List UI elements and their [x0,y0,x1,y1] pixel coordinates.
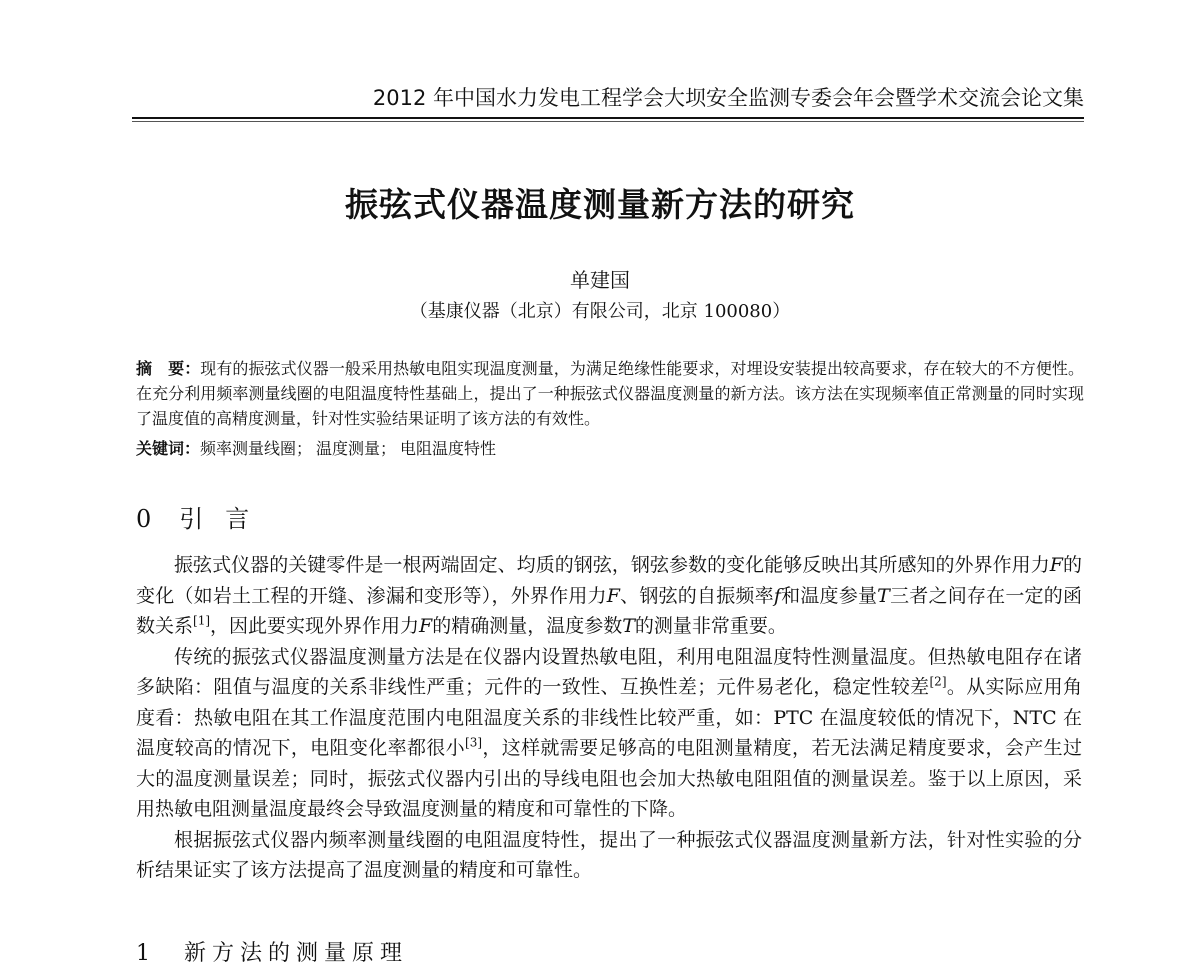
running-header-text: 2012 年中国水力发电工程学会大坝安全监测专委会年会暨学术交流会论文集 [372,86,1084,110]
text-run: 传统的振弦式仪器温度测量方法是在仪器内设置热敏电阻，利用电阻温度特性测量温度。但热敏电阻存在诸多缺陷：阻值与温度的关系非线性严重；元件的一致性、互换性差；元件易老化，稳定性较差 [136,645,1082,698]
paragraph-1 [136,550,1082,642]
text-run: 的测量非常重要。 [634,615,787,637]
abstract-text: 现有的振弦式仪器一般采用热敏电阻实现温度测量，为满足绝缘性能要求，对埋设安装提出较高要求，存在较大的不方便性。在充分利用频率测量线圈的电阻温度特性基础上，提出了一种振弦式仪器温度测量的新方法。该方法在实现频率值正常测量的同时实现了温度值的高精度测量，针对性实验结果证明了该方法的有效性。 [136,359,1084,428]
running-header [132,82,1084,114]
citation-ref: [1] [193,613,211,628]
variable: T [622,615,635,637]
header-rule-thin [132,121,1084,122]
keyword-item: 电阻温度特性 [400,439,497,458]
author-name: 单建国 [570,268,630,292]
variable: F [606,584,620,607]
variable: T [877,584,890,607]
keywords-label: 关键词： [136,439,201,458]
text-run: 振弦式仪器的关键零件是一根两端固定、均质的钢弦，钢弦参数的变化能够反映出其所感知的外界作用力 [174,554,1050,576]
variable: F [419,615,433,637]
citation-ref: [3] [465,735,483,750]
keyword-item: 温度测量； [316,439,397,458]
section-1-heading: 1 新方法的测量原理 [136,941,408,966]
variable: F [1049,554,1063,576]
keyword-item: 频率测量线圈； [200,439,313,458]
section-0-heading [136,500,271,538]
text-run: 的变化（如岩土工程的开缝、渗漏和变形等），外界作用力 [136,554,1082,607]
section-number: 0 [136,505,152,533]
abstract [136,356,1084,431]
section-0-body [136,550,1082,886]
paragraph-2 [136,642,1082,825]
paper-title: 振弦式仪器温度测量新方法的研究 [345,185,855,224]
header-rule-thick [132,117,1084,119]
paragraph-3: 根据振弦式仪器内频率测量线圈的电阻温度特性，提出了一种振弦式仪器温度测量新方法，针对性实验的分析结果证实了该方法提高了温度测量的精度和可靠性。 [136,828,1082,881]
keywords [136,436,1084,461]
text-run: 的精确测量，温度参数 [432,615,623,637]
author-affiliation: （基康仪器（北京）有限公司，北京 100080） [409,301,791,322]
text-run: 和温度参量 [780,584,878,607]
abstract-label: 摘 要： [136,359,201,378]
text-run: 三者之间存在一定的函数关系 [136,584,1082,637]
text-run: ，因此要实现外界作用力 [210,615,420,637]
variable: f [773,584,781,607]
text-run: 、钢弦的自振频率 [619,584,774,607]
section-title: 引言 [179,505,272,533]
text-run: ，这样就需要足够高的电阻测量精度，若无法满足精度要求，会产生过大的温度测量误差；同时，振弦式仪器内引出的导线电阻也会加大热敏电阻阻值的测量误差。鉴于以上原因，采用热敏电阻测量温度最终会导致温度测量的精度和可靠性的下降。 [136,737,1082,820]
citation-ref: [2] [929,674,947,689]
text-run: 。从实际应用角度看：热敏电阻在其工作温度范围内电阻温度关系的非线性比较严重，如：PTC 在温度较低的情况下，NTC 在温度较高的情况下，电阻变化率都很小 [136,676,1082,759]
